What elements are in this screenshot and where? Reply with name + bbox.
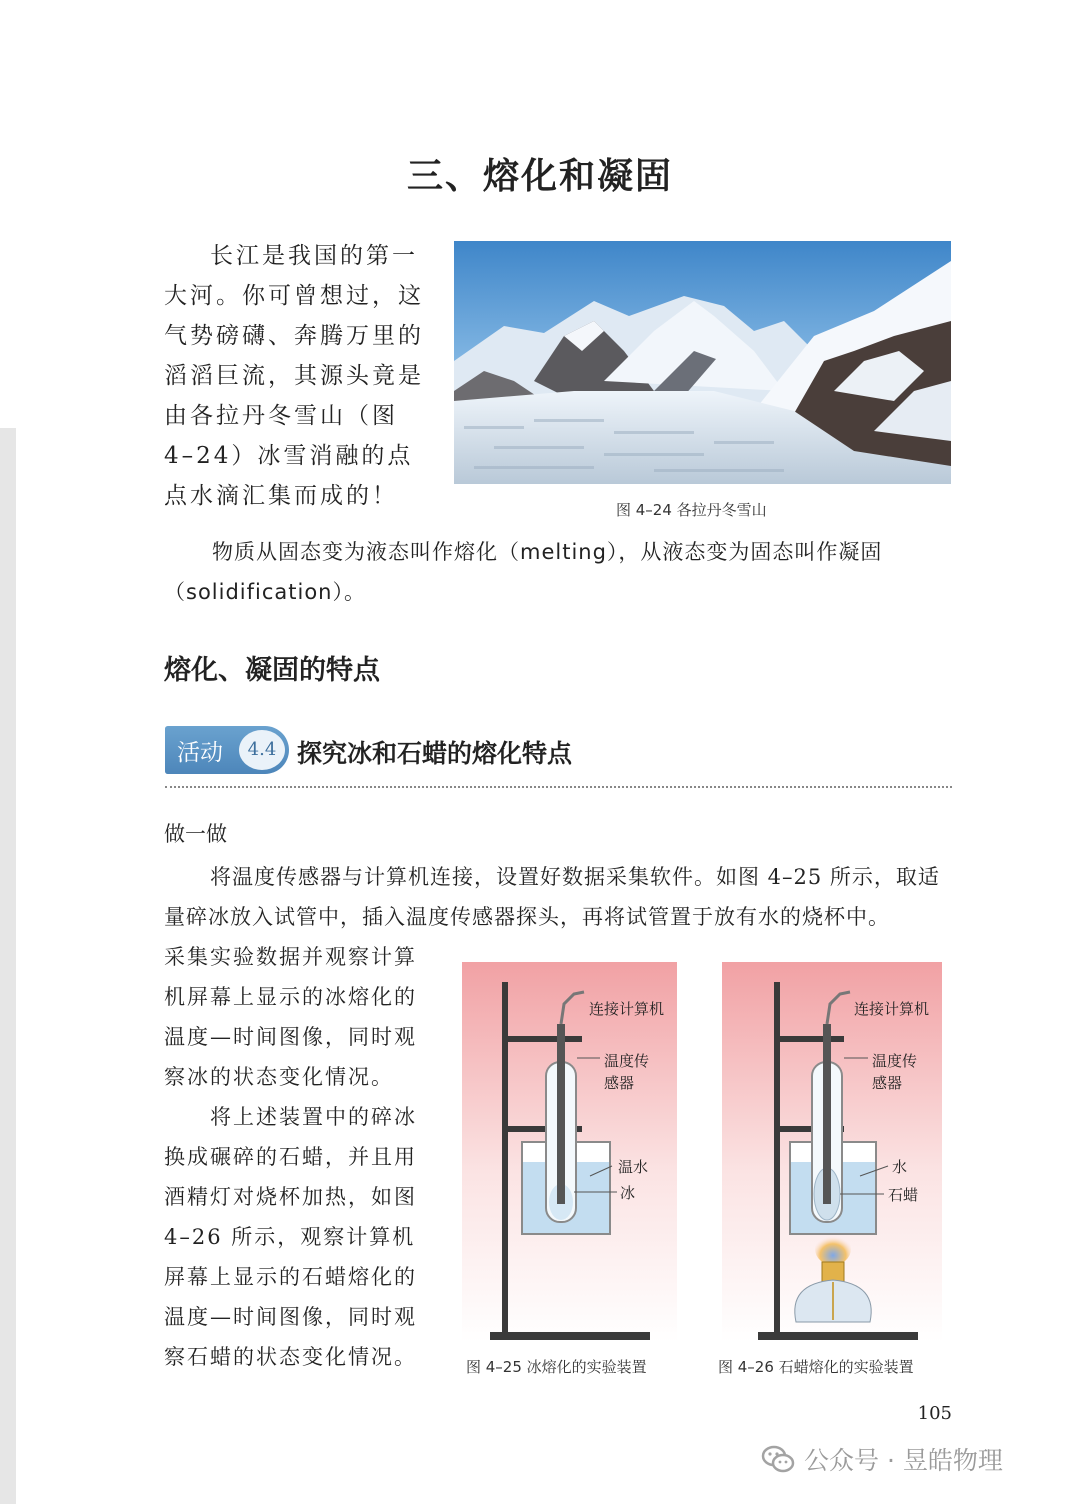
section-heading: 熔化、凝固的特点 (164, 655, 380, 686)
activity-number: 4.4 (239, 730, 285, 770)
label-sensor-line1: 温度传 (872, 1052, 918, 1070)
figure2-caption: 图 4–26 石蜡熔化的实验装置 (718, 1358, 914, 1376)
side-text (164, 937, 432, 1377)
intro-paragraph: 长江是我国的第一大河。你可曾想过，这气势磅礴、奔腾万里的滔滔巨流，其源头竟是由各拉丹冬雪山（图 4–24）冰雪消融的点点水滴汇集而成的！ (164, 243, 424, 509)
stand-base (490, 1332, 650, 1340)
wechat-icon (760, 1441, 796, 1477)
label-warm-water: 温水 (618, 1158, 649, 1176)
page-number: 105 (917, 1403, 952, 1424)
snow-mountain-image (454, 241, 951, 484)
photo-caption: 图 4–24 各拉丹冬雪山 (616, 501, 767, 519)
stand-base (758, 1332, 918, 1340)
upper-clamp (502, 1036, 582, 1042)
definition-text: 物质从固态变为液态叫作熔化（melting），从液态变为固态叫作凝固（solidification）。 (164, 540, 883, 604)
figure1-caption: 图 4–25 冰熔化的实验装置 (466, 1358, 647, 1376)
intro-text (164, 236, 432, 516)
stand-rod (774, 982, 780, 1337)
label-computer: 连接计算机 (589, 1000, 665, 1018)
ice-apparatus-diagram (462, 962, 702, 1352)
watermark-text: 公众号 · 昱皓物理 (804, 1446, 1003, 1475)
flame (815, 1233, 851, 1265)
page-edge-bar (0, 428, 16, 1504)
burner-cap (822, 1262, 844, 1282)
label-water: 水 (892, 1158, 908, 1176)
label-wax: 石蜡 (888, 1186, 919, 1204)
label-sensor-line1: 温度传 (604, 1052, 650, 1070)
temperature-sensor (557, 1024, 565, 1204)
page-title: 三、熔化和凝固 (406, 156, 673, 197)
activity-label: 活动 (177, 740, 223, 766)
wax-apparatus-diagram (722, 962, 962, 1352)
stand-rod (502, 982, 508, 1337)
step1-block (164, 857, 954, 937)
label-sensor-line2: 感器 (872, 1074, 903, 1092)
step1-text: 将温度传感器与计算机连接，设置好数据采集软件。如图 4–25 所示，取适量碎冰放入试管中，插入温度传感器探头，再将试管置于放有水的烧杯中。 (164, 865, 940, 929)
upper-clamp (774, 1036, 844, 1042)
label-computer: 连接计算机 (854, 1000, 930, 1018)
label-ice: 冰 (620, 1184, 636, 1202)
figure-ice-apparatus (462, 962, 702, 1356)
temperature-sensor (823, 1024, 831, 1204)
wechat-watermark (760, 1441, 1003, 1477)
step2-text: 将上述装置中的碎冰换成碾碎的石蜡，并且用酒精灯对烧杯加热，如图 4–26 所示，观察计算机屏幕上显示的石蜡熔化的温度—时间图像，同时观察石蜡的状态变化情况。 (164, 1105, 417, 1369)
snow-mountain-photo (454, 241, 951, 484)
dotted-divider (165, 786, 952, 788)
activity-tab (165, 726, 289, 774)
label-sensor-line2: 感器 (604, 1074, 635, 1092)
definition-block (164, 532, 954, 612)
figure-wax-apparatus (722, 962, 962, 1356)
step1-continued: 采集实验数据并观察计算机屏幕上显示的冰熔化的温度—时间图像，同时观察冰的状态变化情况。 (164, 945, 417, 1089)
subheading: 做一做 (164, 822, 227, 846)
activity-title: 探究冰和石蜡的熔化特点 (297, 739, 573, 768)
